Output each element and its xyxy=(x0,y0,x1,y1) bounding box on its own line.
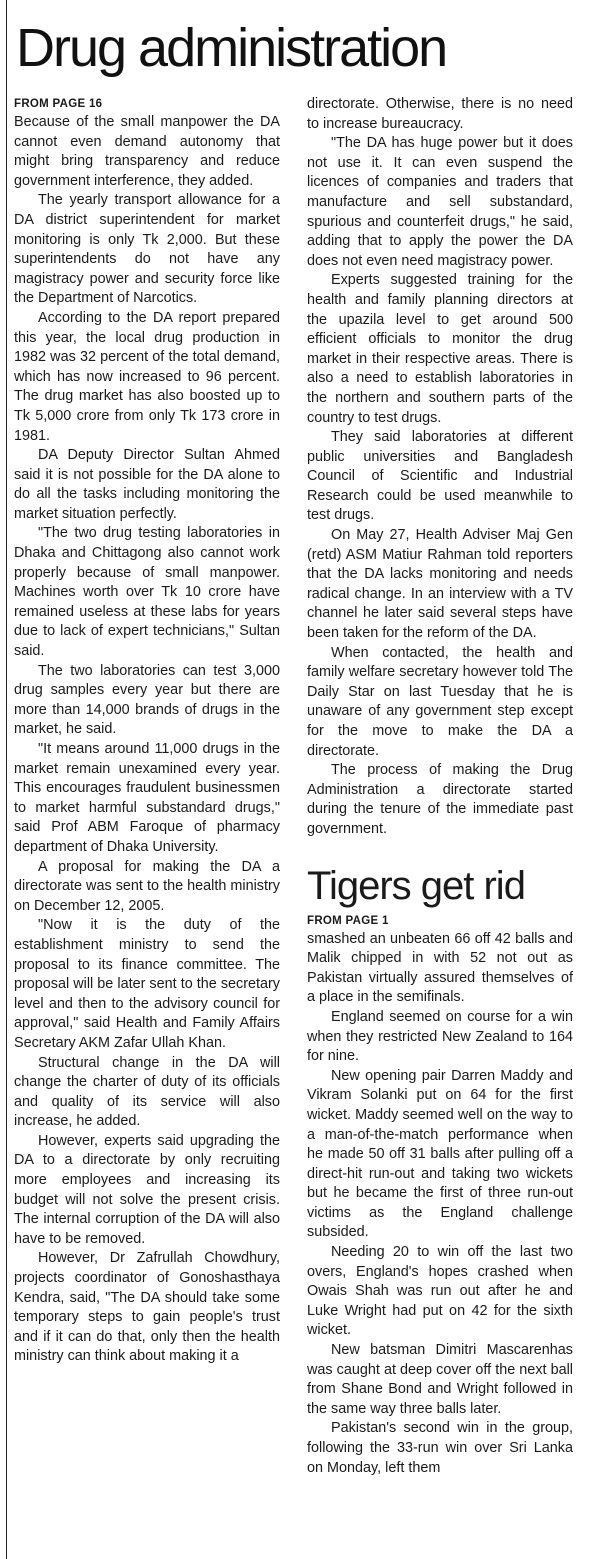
paragraph: "Now it is the duty of the establishment ministry to send the proposal to its finance committee. The proposal will be later sent to the secretary level and then to the advisory council for approval," said Health and Family Affairs Secretary AKM Zafar Ullah Khan. xyxy=(14,917,280,1051)
paragraph: The yearly transport allowance for a DA district superintendent for market monitoring is only Tk 2,000. But these superintendents do not have any magistracy power and security force like the Department of Narcotics. xyxy=(14,192,280,307)
paragraph: However, Dr Zafrullah Chowdhury, projects coordinator of Gonoshasthaya Kendra, said, "The DA should take some temporary steps to gain people's trust and if it can do that, only then the health ministry can think about making it a xyxy=(14,1250,280,1365)
paragraph: directorate. Otherwise, there is no need to increase bureaucracy. xyxy=(307,96,573,132)
paragraph: New opening pair Darren Maddy and Vikram Solanki put on 64 for the first wicket. Maddy seemed well on the way to a man-of-the-match performance when he made 50 off 31 balls after pulling off a direct-hit run-out and taking two wickets but he became the first of three run-out victims as the England challenge subsided. xyxy=(307,1067,573,1241)
paragraph: "The DA has huge power but it does not use it. It can even suspend the licences of companies and traders that manufacture and sell substandard, spurious and counterfeit drugs," he said, adding that to apply the power the DA does not even need magistracy power. xyxy=(307,135,573,269)
paragraph: The two laboratories can test 3,000 drug samples every year but there are more than 14,000 brands of drugs in the market, he said. xyxy=(14,662,280,738)
paragraph: DA Deputy Director Sultan Ahmed said it is not possible for the DA alone to do all the tasks including monitoring the market situation perfectly. xyxy=(14,447,280,522)
paragraph: However, experts said upgrading the DA to a directorate by only recruiting more employees and increasing its budget will not solve the present crisis. The internal corruption of the DA will also have to be removed. xyxy=(14,1132,280,1247)
paragraph: Needing 20 to win off the last two overs, England's hopes crashed when Owais Shah was run out after he and Luke Wright had put on 42 for the sixth wicket. xyxy=(307,1244,573,1339)
paragraph: Because of the small manpower the DA cannot even demand autonomy that might bring transparency and reduce government interference, they added. xyxy=(14,114,280,189)
article-column-left xyxy=(14,95,280,1367)
paragraph: Experts suggested training for the health and family planning directors at the upazila level to get around 500 efficient officials to monitor the drug market in their respective areas. There is also a need to establish laboratories in the northern and southern parts of the country to test drugs. xyxy=(307,272,573,426)
paragraph: According to the DA report prepared this year, the local drug production in 1982 was 32 percent of the total demand, which has now increased to 96 percent. The drug market has also boosted up to Tk 5,000 crore from only Tk 173 crore in 1981. xyxy=(14,309,280,444)
second-article-title: Tigers get rid xyxy=(307,863,525,908)
paragraph: "The two drug testing laboratories in Dhaka and Chittagong also cannot work properly because of small manpower. Machines worth over Tk 10 crore have remained useless at these labs for years due to lack of expert technicians," Sultan said. xyxy=(14,525,280,660)
paragraph: smashed an unbeaten 66 off 42 balls and Malik chipped in with 52 not out as Pakistan virtually assured themselves of a place in the semifinals. xyxy=(307,930,573,1006)
paragraph: Structural change in the DA will change the charter of duty of its officials and quality of its service will also increase, he added. xyxy=(14,1054,280,1130)
paragraph: England seemed on course for a win when they restricted New Zealand to 164 for nine. xyxy=(307,1008,573,1065)
continuation-label: FROM PAGE 16 xyxy=(14,98,103,110)
paragraph: On May 27, Health Adviser Maj Gen (retd) ASM Matiur Rahman told reporters that the DA lacks monitoring and needs radical change. In an interview with a TV channel he later said several steps have been taken for the reform of the DA. xyxy=(307,527,573,642)
continuation-label: FROM PAGE 1 xyxy=(307,914,389,927)
paragraph: New batsman Dimitri Mascarenhas was caught at deep cover off the next ball from Shane Bond and Wright followed in the same way three balls later. xyxy=(307,1342,573,1417)
article-column-right xyxy=(307,95,573,1478)
paragraph: They said laboratories at different public universities and Bangladesh Council of Scientific and Industrial Research could be used meanwhile to test drugs. xyxy=(307,429,573,524)
paragraph: "It means around 11,000 drugs in the market remain unexamined every year. This encourages fraudulent businessmen to market harmful substandard drugs," said Prof ABM Faroque of pharmacy department of Dhaka University. xyxy=(14,741,280,855)
column-rule xyxy=(6,0,7,1559)
paragraph: Pakistan's second win in the group, following the 33-run win over Sri Lanka on Monday, left them xyxy=(307,1420,573,1476)
paragraph: When contacted, the health and family welfare secretary however told The Daily Star on last Tuesday that he is unaware of any government step except for the move to make the DA a directorate. xyxy=(307,644,573,759)
paragraph: The process of making the Drug Administration a directorate started during the tenure of the immediate past government. xyxy=(307,762,573,837)
page-title: Drug administration xyxy=(16,18,447,78)
paragraph: A proposal for making the DA a directorate was sent to the health ministry on December 12, 2005. xyxy=(14,858,280,914)
